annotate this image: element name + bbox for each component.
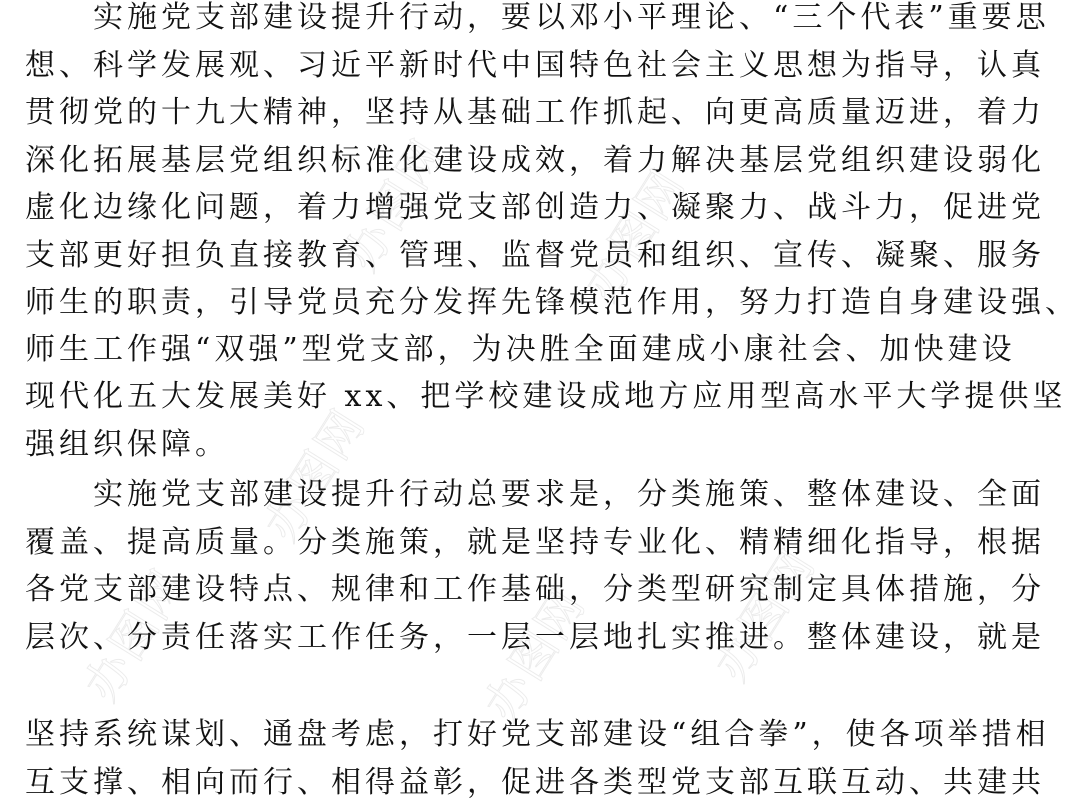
text-line: 各党支部建设特点、规律和工作基础，分类型研究制定具体措施，分 xyxy=(25,572,1045,607)
watermark: 办图网 xyxy=(333,129,456,280)
text-line: 强组织保障。 xyxy=(25,427,229,462)
text-line: 现代化五大发展美好 xx、把学校建设成地方应用型高水平大学提供坚 xyxy=(25,379,1067,414)
text-line: 覆盖、提高质量。分类施策，就是坚持专业化、精精细化指导，根据 xyxy=(25,525,1045,560)
watermark: 办图网 xyxy=(573,159,696,310)
text-line: 实施党支部建设提升行动总要求是，分类施策、整体建设、全面 xyxy=(93,477,1045,512)
text-line: 师生的职责，引导党员充分发挥先锋模范作用，努力打造自身建设强、 xyxy=(25,285,1079,320)
text-line: 贯彻党的十九大精神，坚持从基础工作抓起、向更高质量迈进，着力 xyxy=(25,95,1045,130)
text-line: 虚化边缘化问题，着力增强党支部创造力、凝聚力、战斗力，促进党 xyxy=(25,190,1045,225)
text-line: 坚持系统谋划、通盘考虑，打好党支部建设“组合拳”，使各项举措相 xyxy=(25,717,1050,752)
watermark: 办图网 xyxy=(473,579,596,730)
watermark: 办图网 xyxy=(253,399,376,550)
text-line: 层次、分责任落实工作任务，一层一层地扎实推进。整体建设，就是 xyxy=(25,620,1045,655)
text-line: 师生工作强“双强”型党支部，为决胜全面建成小康社会、加快建设 xyxy=(25,332,1016,367)
watermark: 办图网 xyxy=(73,559,196,710)
text-line: 想、科学发展观、习近平新时代中国特色社会主义思想为指导，认真 xyxy=(25,48,1045,83)
text-line: 支部更好担负直接教育、管理、监督党员和组织、宣传、凝聚、服务 xyxy=(25,238,1045,273)
text-line: 实施党支部建设提升行动，要以邓小平理论、“三个代表”重要思 xyxy=(93,0,1050,35)
text-line: 互支撑、相向而行、相得益彰，促进各类型党支部互联互动、共建共 xyxy=(25,765,1045,800)
watermark: 办图网 xyxy=(703,539,826,690)
text-line: 深化拓展基层党组织标准化建设成效，着力解决基层党组织建设弱化 xyxy=(25,143,1045,178)
